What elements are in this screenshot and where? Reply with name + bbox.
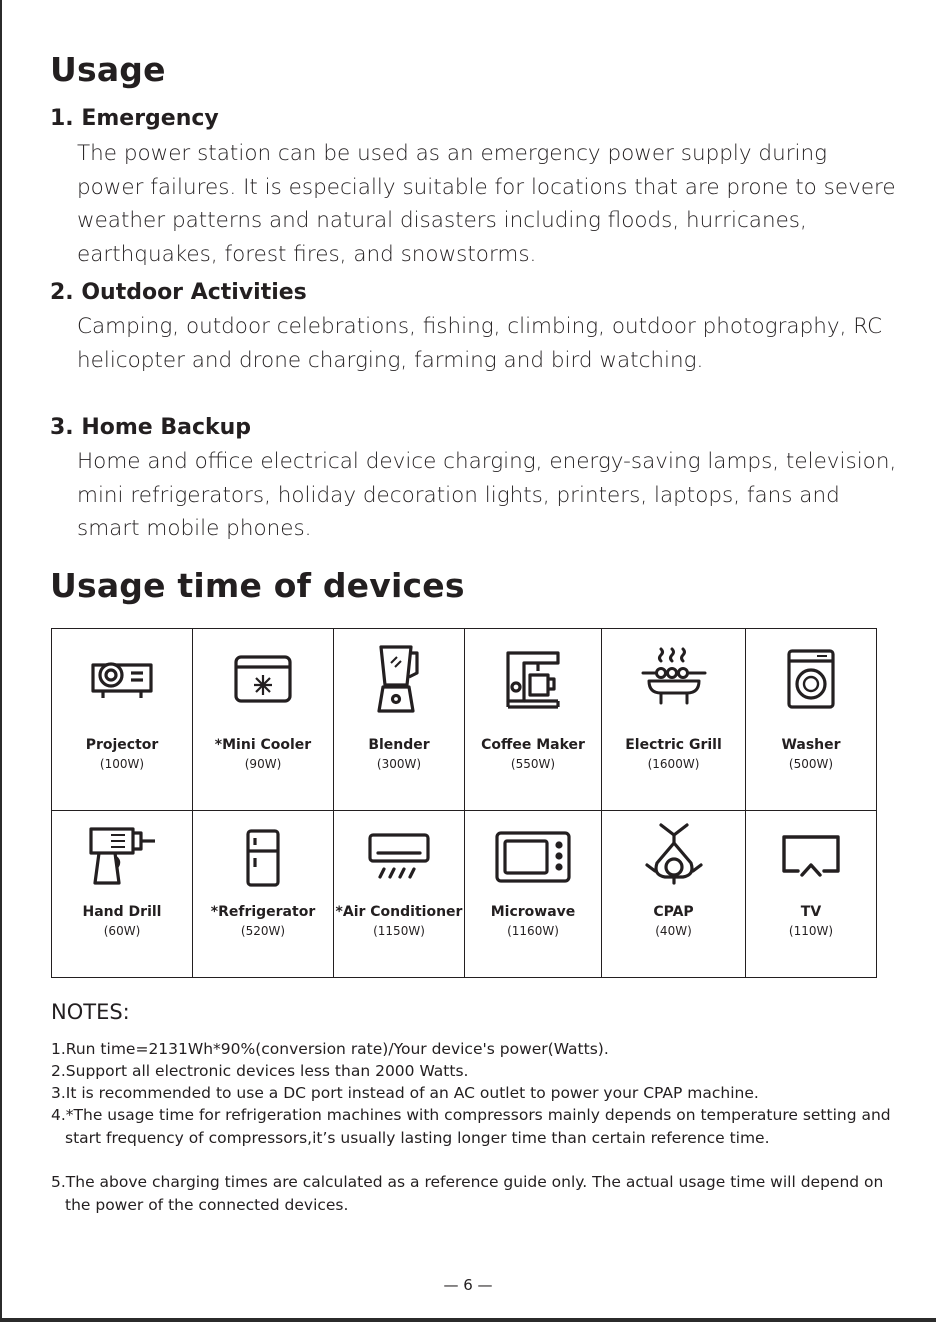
air-conditioner-icon	[366, 831, 432, 883]
blender-icon	[373, 643, 425, 715]
emergency-heading: 1. Emergency	[50, 106, 219, 131]
device-power: (60W)	[103, 924, 141, 938]
tv-icon	[778, 831, 844, 883]
device-name: Projector	[85, 737, 159, 753]
usage-time-title: Usage time of devices	[50, 566, 465, 605]
notes-title: NOTES:	[51, 1000, 130, 1024]
device-power: (500W)	[788, 757, 834, 771]
refrigerator-icon	[244, 827, 282, 889]
device-cell-cpap	[602, 811, 745, 977]
device-cell-electric-grill	[602, 629, 745, 810]
device-cell-refrigerator	[193, 811, 333, 977]
device-name: *Air Conditioner	[335, 904, 463, 920]
washer-icon	[785, 647, 837, 711]
device-name: *Refrigerator	[210, 904, 316, 920]
device-cell-projector	[52, 629, 192, 810]
device-power: (100W)	[99, 757, 145, 771]
device-cell-tv	[746, 811, 876, 977]
note-item: 1.Run time=2131Wh*90%(conversion rate)/Your device's power(Watts).	[51, 1040, 609, 1058]
device-name: Microwave	[490, 904, 576, 920]
home-backup-body: Home and office electrical device charging, energy-saving lamps, television, mini refrigerators, holiday decoration lights, printers, laptops, fans and smart mobile phones.	[77, 449, 897, 541]
coffee-maker-icon	[504, 649, 562, 709]
device-name: TV	[800, 904, 822, 920]
device-cell-coffee-maker	[465, 629, 601, 810]
microwave-icon	[493, 829, 573, 885]
device-power: (550W)	[510, 757, 556, 771]
device-cell-blender	[334, 629, 464, 810]
device-power: (90W)	[244, 757, 282, 771]
device-power: (1160W)	[507, 924, 559, 938]
device-power: (110W)	[788, 924, 834, 938]
device-name: Washer	[781, 737, 841, 753]
device-name: Coffee Maker	[481, 737, 585, 753]
device-power: (520W)	[240, 924, 286, 938]
mini-cooler-icon	[232, 653, 294, 705]
note-item: 2.Support all electronic devices less than 2000 Watts.	[51, 1062, 469, 1080]
cpap-icon	[639, 821, 709, 889]
device-name: Blender	[368, 737, 430, 753]
page-border-bottom	[0, 1318, 936, 1322]
home-backup-heading: 3. Home Backup	[50, 415, 252, 440]
device-cell-washer	[746, 629, 876, 810]
hand-drill-icon	[85, 823, 159, 889]
projector-icon	[89, 651, 155, 703]
device-name: *Mini Cooler	[214, 737, 312, 753]
outdoor-activities-heading: 2. Outdoor Activities	[50, 280, 307, 305]
page-number: — 6 —	[443, 1276, 493, 1294]
note-item: 5.The above charging times are calculated as a reference guide only. The actual usage time will depend on the power of the connected devices.	[51, 1173, 884, 1214]
device-power: (1600W)	[647, 757, 700, 771]
note-item: 4.*The usage time for refrigeration machines with compressors mainly depends on temperature setting and start frequency of compressors,it’s usually lasting longer time than certain reference time.	[51, 1106, 891, 1147]
device-cell-hand-drill	[52, 811, 192, 977]
note-item: 3.It is recommended to use a DC port instead of an AC outlet to power your CPAP machine.	[51, 1084, 759, 1102]
electric-grill-icon	[639, 645, 709, 709]
device-power: (300W)	[376, 757, 422, 771]
device-cell-air-conditioner	[334, 811, 464, 977]
emergency-body: The power station can be used as an emergency power supply during power failures. It is especially suitable for locations that are prone to severe weather patterns and natural disasters including floods, hurricanes, earthquakes, forest fires, and snowstorms.	[77, 141, 896, 267]
page-border-left	[0, 0, 2, 1322]
device-power: (40W)	[655, 924, 692, 938]
device-table	[51, 628, 877, 978]
usage-title: Usage	[50, 50, 166, 89]
device-name: CPAP	[653, 904, 694, 920]
outdoor-activities-body: Camping, outdoor celebrations, fishing, climbing, outdoor photography, RC helicopter and drone charging, farming and bird watching.	[77, 314, 883, 373]
device-cell-mini-cooler	[193, 629, 333, 810]
device-name: Electric Grill	[625, 737, 722, 753]
device-cell-microwave	[465, 811, 601, 977]
device-name: Hand Drill	[82, 904, 162, 920]
device-power: (1150W)	[373, 924, 425, 938]
